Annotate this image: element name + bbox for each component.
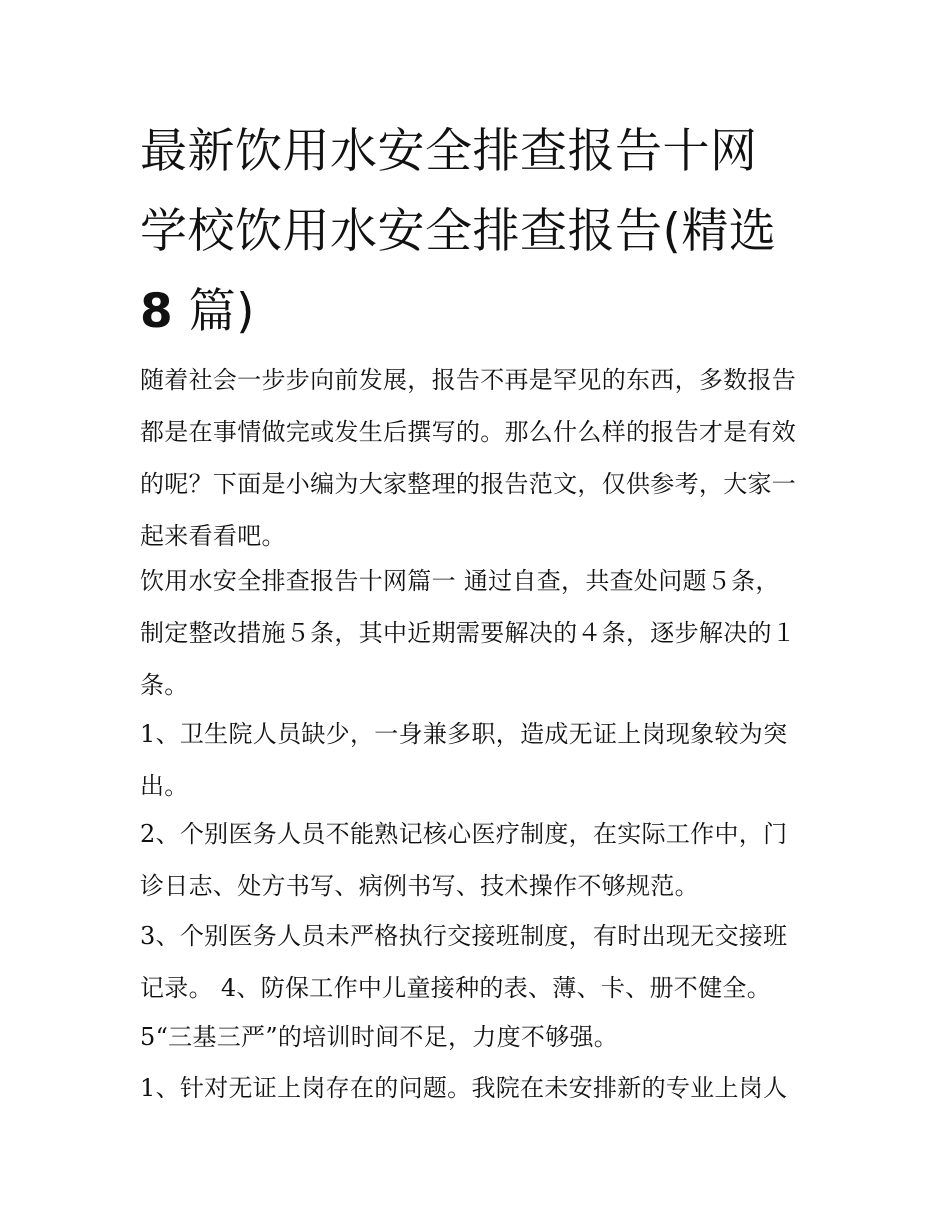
title-line-1: 最新饮用水安全排查报告十网 [140, 124, 758, 179]
title-line-2: 学校饮用水安全排查报告(精选 [140, 204, 777, 259]
text-line: 都是在事情做完或发生后撰写的。那么什么样的报告才是有效 [140, 418, 797, 446]
paragraph-item-1 [140, 708, 830, 812]
text-line: 随着社会一步步向前发展，报告不再是罕见的东西，多数报告 [140, 366, 797, 394]
text-line: 条。 [140, 671, 189, 699]
title-number: 8 [140, 284, 174, 339]
text-line: 3、个别医务人员未严格执行交接班制度，有时出现无交接班 [140, 922, 788, 950]
text-line: 记录。 4、防保工作中儿童接种的表、薄、卡、册不健全。 [140, 974, 771, 1002]
paragraph-measure-1 [140, 1062, 830, 1114]
paragraph-section-one [140, 555, 830, 711]
text-line: 5“三基三严”的培训时间不足，力度不够强。 [140, 1023, 619, 1051]
text-line: 1、卫生院人员缺少，一身兼多职，造成无证上岗现象较为突 [140, 720, 788, 748]
paragraph-item-3 [140, 910, 830, 1014]
title-suffix: 篇) [188, 284, 255, 339]
text-line: 起来看看吧。 [140, 522, 286, 550]
text-line: 1、针对无证上岗存在的问题。我院在未安排新的专业上岗人 [140, 1074, 788, 1102]
title-line-3 [140, 272, 830, 352]
text-line: 2、个别医务人员不能熟记核心医疗制度，在实际工作中，门 [140, 820, 788, 848]
text-line: 出。 [140, 772, 189, 800]
document-title [140, 112, 830, 352]
text-line: 制定整改措施５条，其中近期需要解决的４条，逐步解决的１ [140, 619, 797, 647]
paragraph-item-5 [140, 1011, 830, 1063]
text-line: 诊日志、处方书写、病例书写、技术操作不够规范。 [140, 872, 699, 900]
paragraph-item-2 [140, 808, 830, 912]
text-line: 饮用水安全排查报告十网篇一 通过自查，共查处问题５条， [140, 567, 780, 595]
text-line: 的呢？下面是小编为大家整理的报告范文，仅供参考，大家一 [140, 470, 797, 498]
paragraph-intro [140, 354, 830, 562]
